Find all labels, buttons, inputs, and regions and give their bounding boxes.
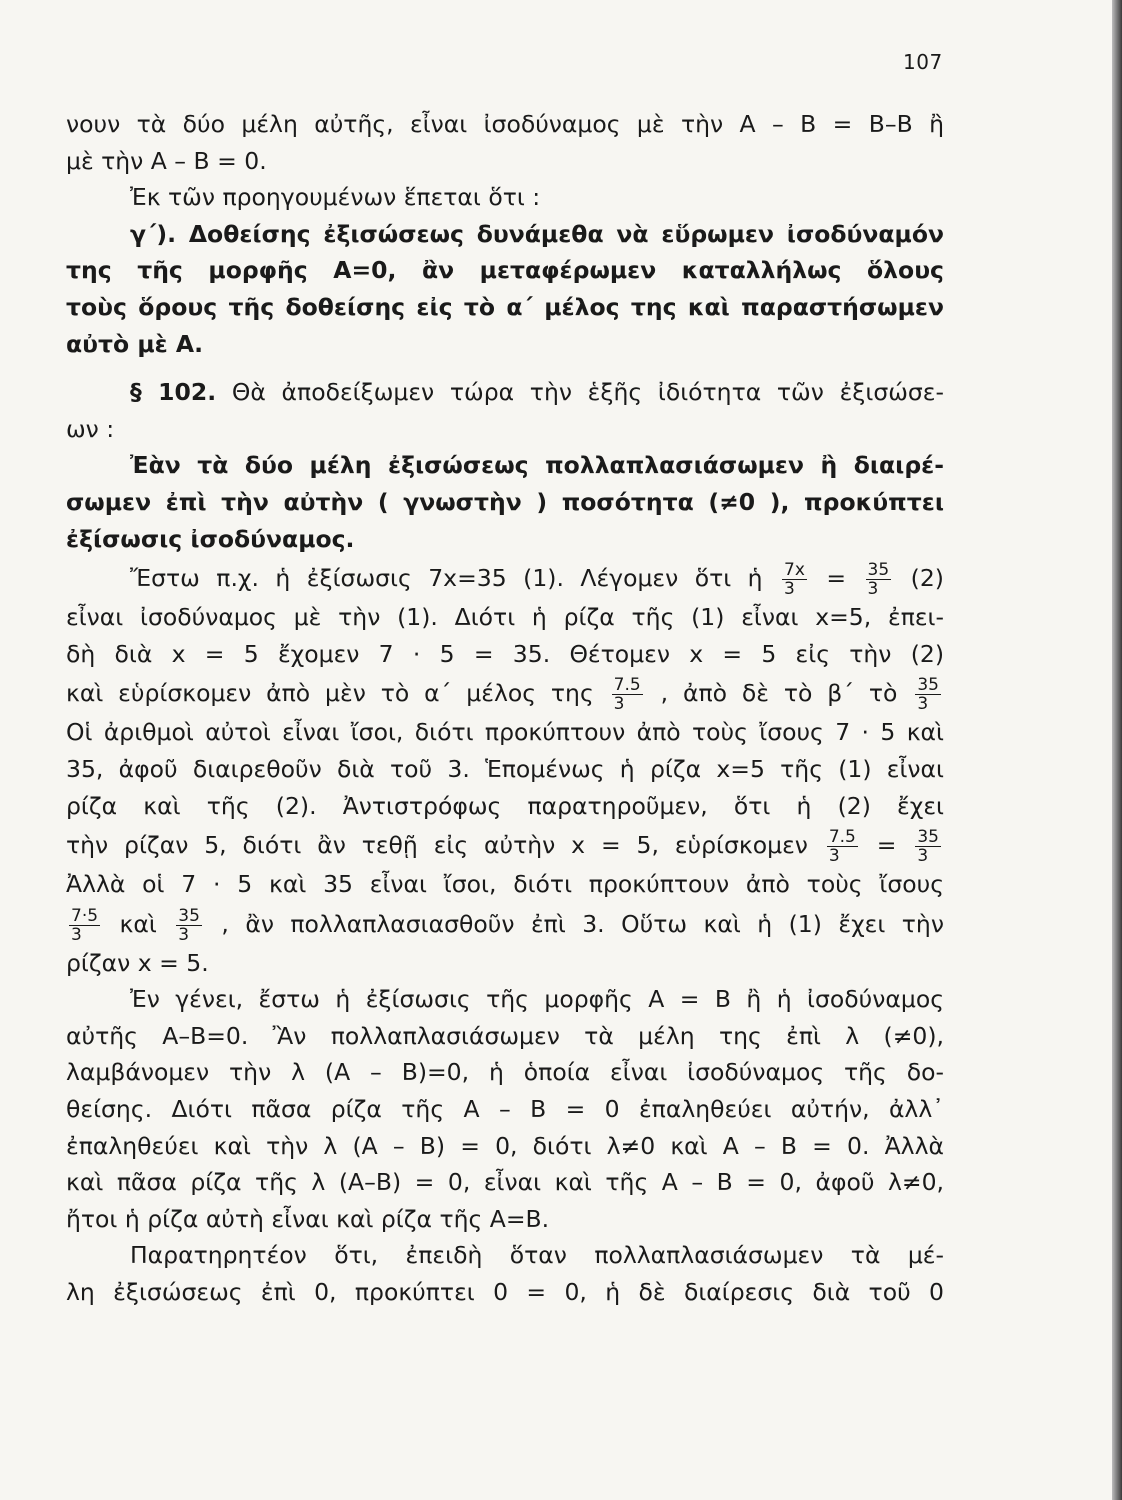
text-line: λαμβάνομεν τὴν λ (Α – Β)=0, ἡ ὁποία εἶναι ἰσοδύναμος τῆς δο- [66, 1058, 944, 1087]
text-line: Οἱ ἀριθμοὶ αὐτοὶ εἶναι ἴσοι, διότι προκύπτουν ἀπὸ τοὺς ἴσους 7 · 5 καὶ [66, 718, 944, 747]
text-line: ἤτοι ἡ ρίζα αὐτὴ εἶναι καὶ ρίζα τῆς Α=Β. [66, 1204, 550, 1233]
text-line: καὶ πᾶσα ρίζα τῆς λ (Α–Β) = 0, εἶναι καὶ τῆς Α – Β = 0, ἀφοῦ λ≠0, [66, 1168, 944, 1197]
text-line: δὴ διὰ x = 5 ἔχομεν 7 · 5 = 35. Θέτομεν x = 5 εἰς τὴν (2) [66, 639, 944, 668]
text-span: καὶ [119, 909, 157, 938]
page-number: 107 [903, 50, 943, 74]
text-line: θείσης. Διότι πᾶσα ρίζα τῆς Α – Β = 0 ἐπαληθεύει αὐτήν, ἀλλ᾽ [66, 1095, 944, 1124]
text-line: Ἐν γένει, ἔστω ἡ ἐξίσωσις τῆς μορφῆς Α = Β ἢ ἡ ἰσοδύναμος [130, 985, 944, 1014]
text-line: ρίζα καὶ τῆς (2). Ἀντιστρόφως παρατηροῦμεν, ὅτι ἡ (2) ἔχει [66, 791, 944, 820]
text-line [66, 903, 944, 945]
text-line: Ἐκ τῶν προηγουμένων ἕπεται ὅτι : [130, 183, 541, 212]
fraction: $\frac{35}{3}$ [178, 905, 200, 945]
text-span: καὶ εὑρίσκομεν ἀπὸ μὲν τὸ α΄ μέλος της [66, 679, 594, 708]
text-line: Παρατηρητέον ὅτι, ἐπειδὴ ὅταν πολλαπλασιάσωμεν τὰ μέ- [130, 1241, 944, 1270]
section-line [66, 374, 944, 411]
text-line: Ἐὰν τὰ δύο μέλη ἐξισώσεως πολλαπλασιάσωμεν ἢ διαιρέ- [130, 451, 944, 480]
text-line: σωμεν ἐπὶ τὴν αὐτὴν ( γνωστὴν ) ποσότητα (≠0 ), προκύπτει [66, 487, 944, 516]
text-span: , ἀπὸ δὲ τὸ β΄ τὸ [660, 679, 898, 708]
text-span: Ἔστω π.χ. ἡ ἐξίσωσις 7x=35 (1). Λέγομεν ὅτι ἡ [130, 564, 763, 593]
text-line [66, 824, 944, 866]
fraction: $\frac{35}{3}$ [867, 560, 890, 600]
text-line: ἐπαληθεύει καὶ τὴν λ (Α – Β) = 0, διότι λ≠0 καὶ Α – Β = 0. Ἀλλὰ [66, 1131, 944, 1160]
text-line: λη ἐξισώσεως ἐπὶ 0, προκύπτει 0 = 0, ἡ δὲ διαίρεσις διὰ τοῦ 0 [66, 1278, 944, 1307]
text-span: , ἂν πολλαπλασιασθοῦν ἐπὶ 3. Οὕτω καὶ ἡ (1) ἔχει τὴν [221, 909, 944, 938]
text-line: εἶναι ἰσοδύναμος μὲ τὴν (1). Διότι ἡ ρίζα τῆς (1) εἶναι x=5, ἐπει- [66, 603, 944, 632]
text-span: (2) [910, 564, 944, 593]
text-line: νουν τὰ δύο μέλη αὐτῆς, εἶναι ἰσοδύναμος μὲ τὴν Α – Β = Β–Β ἢ [66, 110, 944, 138]
fraction: $\frac{7.5}{3}$ [828, 827, 856, 867]
text-line: ων : [66, 414, 115, 443]
fraction: $\frac{35}{3}$ [917, 827, 939, 867]
text-line: ἐξίσωσις ἰσοδύναμος. [66, 524, 355, 553]
text-line: Ἀλλὰ οἱ 7 · 5 καὶ 35 εἶναι ἴσοι, διότι προκύπτουν ἀπὸ τοὺς ἴσους [66, 870, 944, 899]
text-span: Θὰ ἀποδείξωμεν τώρα τὴν ἑξῆς ἰδιότητα τῶν ἐξισώσε- [231, 378, 944, 407]
section-number: § 102. [130, 378, 217, 407]
page-body [66, 106, 944, 1311]
page-edge-shadow [1112, 0, 1122, 1500]
fraction: $\frac{7.5}{3}$ [613, 675, 641, 715]
text-line: ρίζαν x = 5. [66, 948, 209, 977]
text-line [66, 557, 944, 599]
text-line: αὐτῆς Α–Β=0. Ἂν πολλαπλασιάσωμεν τὰ μέλη της ἐπὶ λ (≠0), [66, 1021, 944, 1050]
text-line: γ΄). Δοθείσης ἐξισώσεως δυνάμεθα νὰ εὕρωμεν ἰσοδύναμόν [130, 219, 944, 248]
text-line: της τῆς μορφῆς Α=0, ἂν μεταφέρωμεν καταλλήλως ὅλους [66, 256, 944, 285]
text-line: αὐτὸ μὲ Α. [66, 329, 204, 358]
fraction: $\frac{7x}{3}$ [784, 560, 805, 600]
fraction: $\frac{7\cdot 5}{3}$ [71, 905, 99, 945]
fraction: $\frac{35}{3}$ [917, 675, 939, 715]
text-line: 35, ἀφοῦ διαιρεθοῦν διὰ τοῦ 3. Ἑπομένως ἡ ρίζα x=5 τῆς (1) εἶναι [66, 754, 944, 783]
text-line [66, 672, 944, 714]
text-line: τοὺς ὅρους τῆς δοθείσης εἰς τὸ α΄ μέλος της καὶ παραστήσωμεν [66, 292, 944, 321]
text-line: μὲ τὴν Α – Β = 0. [66, 146, 267, 175]
text-span: τὴν ρίζαν 5, διότι ἂν τεθῇ εἰς αὐτὴν x = 5, εὑρίσκομεν [66, 831, 808, 860]
equals-sign: = [826, 564, 847, 593]
equals-sign: = [876, 831, 897, 860]
